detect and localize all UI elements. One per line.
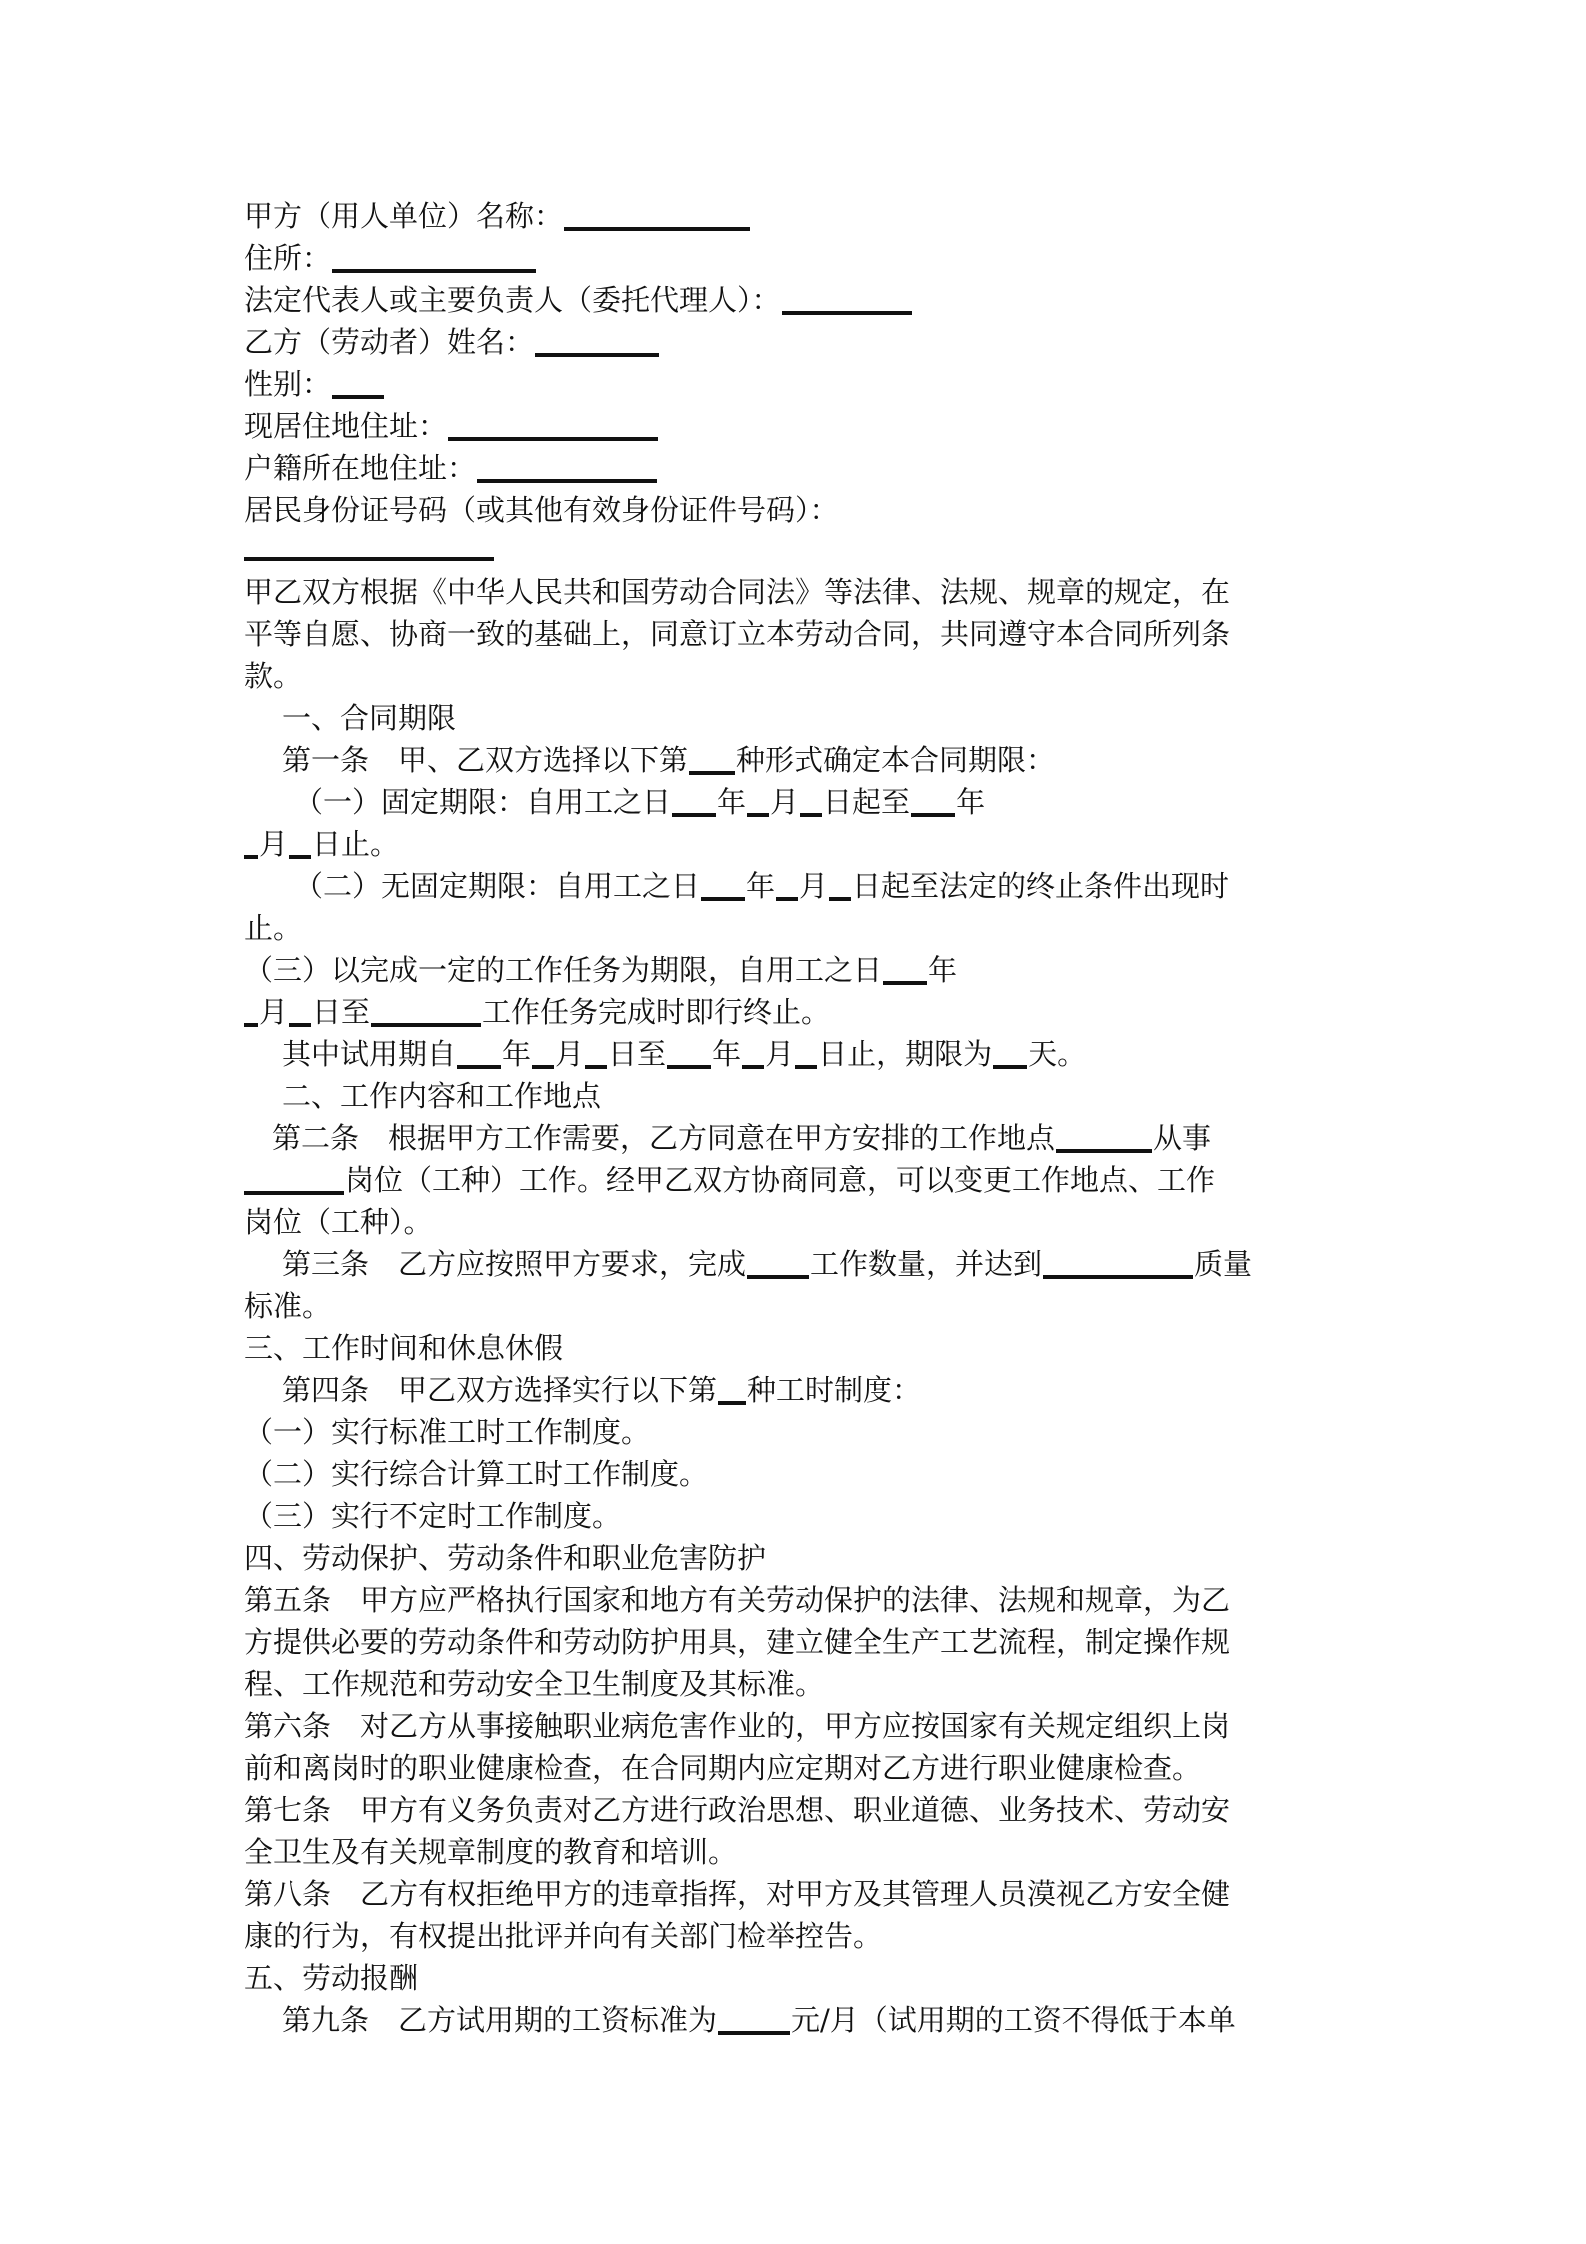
blank-line[interactable] bbox=[667, 1041, 711, 1069]
field-household-address: 户籍所在地住址： bbox=[244, 448, 1344, 488]
field-legal-rep: 法定代表人或主要负责人（委托代理人）： bbox=[244, 280, 1344, 320]
list-item: （一）实行标准工时工作制度。 bbox=[244, 1415, 651, 1449]
blank-line[interactable] bbox=[477, 455, 657, 483]
preamble-line: 款。 bbox=[244, 659, 303, 693]
blank-line[interactable] bbox=[742, 1041, 764, 1069]
blank-line[interactable] bbox=[289, 831, 311, 859]
body-line: 康的行为，有权提出批评并向有关部门检举控告。 bbox=[244, 1919, 883, 1953]
article-3-cont: 标准。 bbox=[244, 1289, 332, 1323]
term-open-cont: 止。 bbox=[244, 911, 303, 945]
article-9: 第九条 乙方试用期的工资标准为 元/月（试用期的工资不得低于本单 bbox=[282, 2003, 1236, 2037]
list-item: （二）实行综合计算工时工作制度。 bbox=[244, 1457, 709, 1491]
body-line: 全卫生及有关规章制度的教育和培训。 bbox=[244, 1835, 738, 1869]
blank-line[interactable] bbox=[689, 747, 735, 775]
field-gender: 性别： bbox=[244, 364, 1344, 404]
id-number-blank[interactable] bbox=[244, 557, 494, 561]
section-title: 三、工作时间和休息休假 bbox=[244, 1331, 564, 1365]
blank-line[interactable] bbox=[532, 1041, 554, 1069]
term-open: （二）无固定期限：自用工之日 年 月 日起至法定的终止条件出现时 bbox=[294, 869, 1230, 903]
blank-line[interactable] bbox=[332, 371, 384, 399]
blank-line[interactable] bbox=[911, 789, 955, 817]
blank-line[interactable] bbox=[782, 287, 912, 315]
section-title: 二、工作内容和工作地点 bbox=[282, 1079, 602, 1113]
preamble-line: 甲乙双方根据《中华人民共和国劳动合同法》等法律、法规、规章的规定，在 bbox=[244, 575, 1231, 609]
article-2-cont: 岗位（工种）。 bbox=[244, 1205, 433, 1239]
field-employee-name: 乙方（劳动者）姓名： bbox=[244, 322, 1344, 362]
blank-line[interactable] bbox=[371, 999, 481, 1027]
blank-line[interactable] bbox=[883, 957, 927, 985]
term-task-cont: 月 日至 工作任务完成时即行终止。 bbox=[244, 992, 1344, 1032]
blank-line[interactable] bbox=[535, 329, 659, 357]
blank-line[interactable] bbox=[795, 1041, 817, 1069]
article-1: 第一条 甲、乙双方选择以下第 种形式确定本合同期限： bbox=[282, 743, 1056, 777]
section-title: 一、合同期限 bbox=[282, 701, 457, 735]
body-line: 第八条 乙方有权拒绝甲方的违章指挥，对甲方及其管理人员漠视乙方安全健 bbox=[244, 1877, 1231, 1911]
blank-line[interactable] bbox=[244, 999, 258, 1027]
body-line: 第六条 对乙方从事接触职业病危害作业的，甲方应按国家有关规定组织上岗 bbox=[244, 1709, 1231, 1743]
blank-line[interactable] bbox=[332, 245, 536, 273]
term-fixed: （一）固定期限：自用工之日 年 月 日起至 年 bbox=[294, 785, 986, 819]
probation-period: 其中试用期自 年 月 日至 年 月 日止，期限为 天。 bbox=[282, 1037, 1087, 1071]
body-line: 程、工作规范和劳动安全卫生制度及其标准。 bbox=[244, 1667, 825, 1701]
blank-line[interactable] bbox=[1043, 1251, 1193, 1279]
blank-line[interactable] bbox=[448, 413, 658, 441]
blank-line[interactable] bbox=[244, 831, 258, 859]
body-line: 方提供必要的劳动条件和劳动防护用具，建立健全生产工艺流程，制定操作规 bbox=[244, 1625, 1231, 1659]
blank-line[interactable] bbox=[747, 1251, 809, 1279]
blank-line[interactable] bbox=[457, 1041, 501, 1069]
blank-line[interactable] bbox=[800, 789, 822, 817]
section-title: 四、劳动保护、劳动条件和职业危害防护 bbox=[244, 1541, 767, 1575]
section-title: 五、劳动报酬 bbox=[244, 1961, 419, 1995]
body-line: 第七条 甲方有义务负责对乙方进行政治思想、职业道德、业务技术、劳动安 bbox=[244, 1793, 1231, 1827]
article-3: 第三条 乙方应按照甲方要求，完成 工作数量，并达到 质量 bbox=[282, 1247, 1253, 1281]
article-2: 第二条 根据甲方工作需要，乙方同意在甲方安排的工作地点 从事 bbox=[272, 1121, 1212, 1155]
blank-line[interactable] bbox=[718, 1377, 746, 1405]
field-employer-name: 甲方（用人单位）名称： bbox=[244, 196, 1344, 236]
term-fixed-cont: 月 日止。 bbox=[244, 824, 1344, 864]
field-id-number: 居民身份证号码（或其他有效身份证件号码）： bbox=[244, 493, 839, 527]
blank-line[interactable] bbox=[585, 1041, 607, 1069]
blank-line[interactable] bbox=[993, 1041, 1027, 1069]
blank-line[interactable] bbox=[776, 873, 798, 901]
blank-line[interactable] bbox=[564, 203, 750, 231]
blank-line[interactable] bbox=[672, 789, 716, 817]
article-4: 第四条 甲乙双方选择实行以下第 种工时制度： bbox=[282, 1373, 922, 1407]
blank-line[interactable] bbox=[701, 873, 745, 901]
term-task: （三）以完成一定的工作任务为期限，自用工之日 年 bbox=[244, 953, 958, 987]
blank-line[interactable] bbox=[718, 2007, 790, 2035]
article-2-cont: 岗位（工种）工作。经甲乙双方协商同意，可以变更工作地点、工作 bbox=[244, 1160, 1344, 1200]
preamble-line: 平等自愿、协商一致的基础上，同意订立本劳动合同，共同遵守本合同所列条 bbox=[244, 617, 1231, 651]
blank-line[interactable] bbox=[244, 1167, 344, 1195]
blank-line[interactable] bbox=[1056, 1125, 1152, 1153]
field-current-address: 现居住地住址： bbox=[244, 406, 1344, 446]
blank-line[interactable] bbox=[829, 873, 851, 901]
list-item: （三）实行不定时工作制度。 bbox=[244, 1499, 622, 1533]
blank-line[interactable] bbox=[289, 999, 311, 1027]
body-line: 前和离岗时的职业健康检查，在合同期内应定期对乙方进行职业健康检查。 bbox=[244, 1751, 1202, 1785]
body-line: 第五条 甲方应严格执行国家和地方有关劳动保护的法律、法规和规章，为乙 bbox=[244, 1583, 1231, 1617]
field-residence: 住所： bbox=[244, 238, 1344, 278]
blank-line[interactable] bbox=[747, 789, 769, 817]
